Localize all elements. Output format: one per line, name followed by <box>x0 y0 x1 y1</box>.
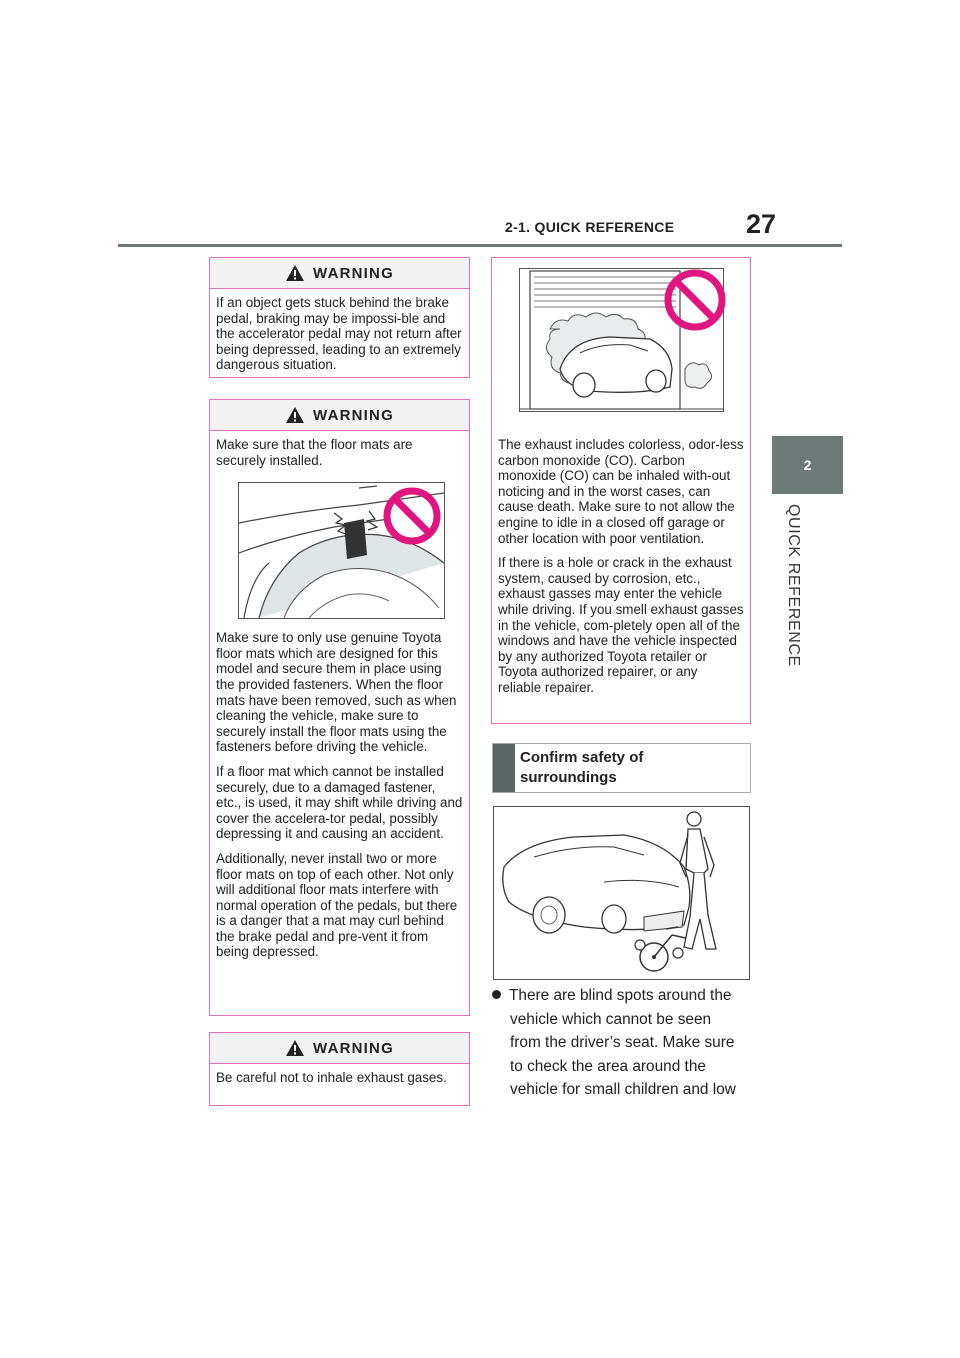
warning-body <box>210 431 469 966</box>
warning-body <box>210 1064 469 1092</box>
warning-title: WARNING <box>313 264 394 282</box>
warning-paragraph: Additionally, never install two or more floor mats on top of each other. Not only will additional floor mats interfere with normal operation of the pedals, but there is a danger that a mat may curl behind the brake pedal and pre-vent it from being depressed. <box>216 850 458 960</box>
topic-title-line: Confirm safety of <box>520 749 644 766</box>
exhaust-paragraph: The exhaust includes colorless, odor-less carbon monoxide (CO). Carbon monoxide (CO) can be inhaled with-out noticing and in the worst cases, can cause death. Make sure to not allow the engine to idle in a closed off garage or other location with poor ventilation. <box>498 437 744 546</box>
prohibited-icon <box>382 486 442 546</box>
bullet-paragraph <box>492 984 762 1102</box>
floor-mat-illustration <box>238 482 445 619</box>
chapter-label: QUICK REFERENCE <box>785 504 802 667</box>
warning-box-exhaust-continued <box>491 257 751 724</box>
header-rule <box>118 244 842 247</box>
section-label: 2-1. QUICK REFERENCE <box>505 219 675 235</box>
topic-bar <box>493 744 515 792</box>
warning-box-exhaust <box>209 1032 470 1106</box>
warning-triangle-icon <box>285 1039 305 1057</box>
chapter-tab[interactable]: 2 <box>772 436 843 494</box>
warning-box-floor-mats <box>209 399 470 1016</box>
bullet-dot <box>492 990 501 999</box>
topic-heading <box>492 743 751 793</box>
warning-header <box>210 1033 469 1064</box>
bullet-first-line: There are blind spots around the <box>509 987 732 1004</box>
topic-title <box>520 748 643 788</box>
bullet-line: vehicle which cannot be seen <box>510 1010 712 1028</box>
warning-paragraph: If an object gets stuck behind the brake pedal, braking may be impossi-ble and the accelerator pedal may not return after being depressed, leading to an extremely dangerous situation. <box>216 295 462 373</box>
warning-paragraph: Make sure to only use genuine Toyota floor mats which are designed for this model and secure them in place using the provided fasteners. When the floor mats have been removed, such as when cleaning the vehicle, make sure to securely install the floor mats using the fasteners before driving the vehicle. <box>216 630 457 755</box>
exhaust-body <box>492 431 750 702</box>
exhaust-paragraph: If there is a hole or crack in the exhaust system, caused by corrosion, etc., exhaust gasses may enter the vehicle while driving. If you smell exhaust gasses in the vehicle, com-pletely open all of the windows and have the vehicle inspected by any authorized Toyota retailer or Toyota authorized repairer, or any reliable repairer. <box>498 555 744 695</box>
warning-header <box>210 400 469 431</box>
topic-title-line: surroundings <box>520 769 617 786</box>
warning-box-brake-pedal <box>209 257 470 378</box>
warning-paragraph: If a floor mat which cannot be installed securely, due to a damaged fastener, etc., is used, it may shift while driving and cover the accelera-tor pedal, possibly depressing it and causing an accident. <box>216 763 463 842</box>
warning-paragraph: Be careful not to inhale exhaust gases. <box>216 1070 447 1085</box>
bullet-line: to check the area around the <box>510 1057 706 1075</box>
bullet-line <box>492 984 762 1008</box>
page-number: 27 <box>746 209 777 239</box>
surroundings-illustration <box>493 806 750 980</box>
warning-title: WARNING <box>313 406 394 424</box>
bullet-line: vehicle for small children and low <box>510 1081 736 1099</box>
warning-body <box>210 289 469 379</box>
warning-title: WARNING <box>313 1039 394 1057</box>
bullet-line: from the driver’s seat. Make sure <box>510 1034 735 1052</box>
warning-triangle-icon <box>285 264 305 282</box>
car-child-pedestrian-drawing <box>494 807 749 979</box>
warning-intro: Make sure that the floor mats are securely installed. <box>216 437 413 468</box>
warning-header <box>210 258 469 289</box>
prohibited-icon <box>663 268 727 332</box>
warning-triangle-icon <box>285 406 305 424</box>
